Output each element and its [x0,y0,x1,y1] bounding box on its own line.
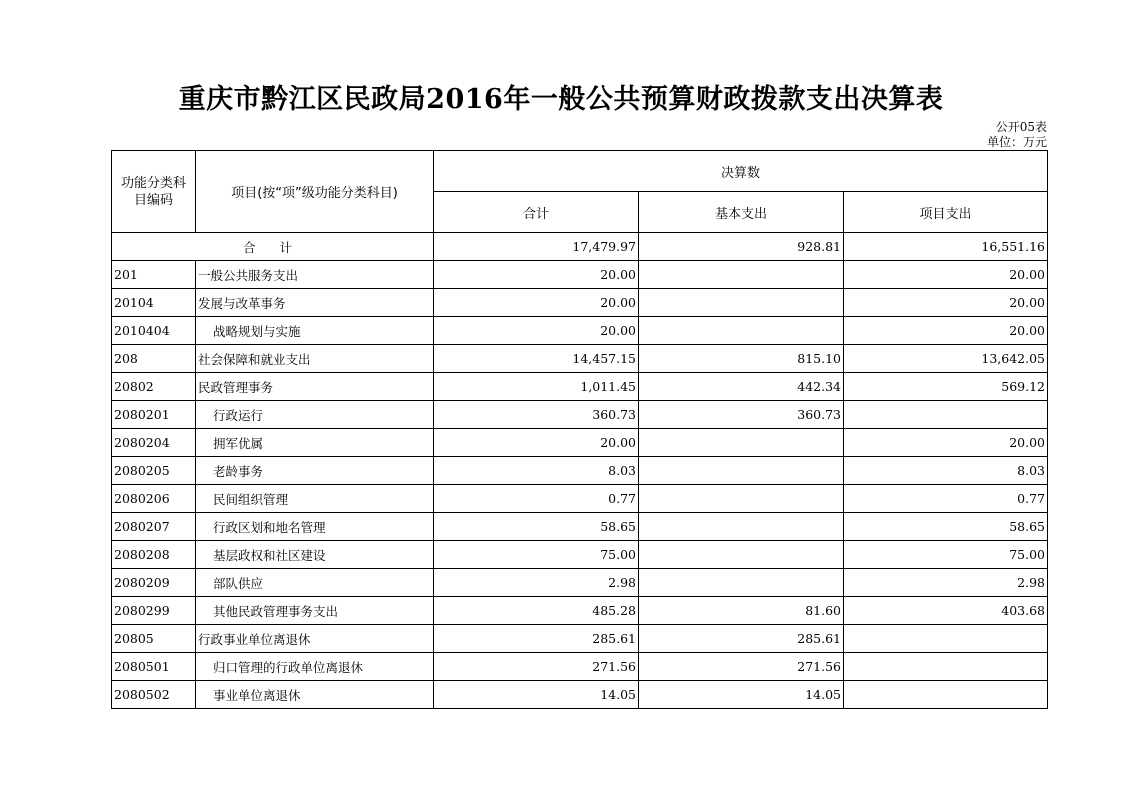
table-row [112,681,1048,709]
item-name-cell: 民间组织管理 [196,485,434,513]
header-basic: 基本支出 [639,192,844,233]
code-cell: 2080501 [112,653,196,681]
total-row [112,233,1048,261]
code-cell: 2080299 [112,597,196,625]
table-row [112,457,1048,485]
project-cell: 8.03 [844,457,1048,485]
table-row [112,289,1048,317]
table-row [112,625,1048,653]
project-cell: 75.00 [844,541,1048,569]
basic-cell [639,485,844,513]
item-name-cell: 发展与改革事务 [196,289,434,317]
page-title: 重庆市黔江区民政局2016年一般公共预算财政拨款支出决算表 [178,84,944,115]
total-cell: 75.00 [434,541,639,569]
item-name-cell: 民政管理事务 [196,373,434,401]
basic-cell: 271.56 [639,653,844,681]
project-cell: 20.00 [844,289,1048,317]
total-label: 合 计 [112,233,434,261]
table-row [112,401,1048,429]
total-cell: 271.56 [434,653,639,681]
project-cell [844,653,1048,681]
project-cell: 403.68 [844,597,1048,625]
table-row [112,317,1048,345]
basic-cell: 442.34 [639,373,844,401]
table-row [112,541,1048,569]
header-final-accounts: 决算数 [434,151,1048,192]
code-cell: 2080208 [112,541,196,569]
table-row [112,261,1048,289]
table-row [112,597,1048,625]
code-cell: 201 [112,261,196,289]
code-cell: 208 [112,345,196,373]
project-cell: 0.77 [844,485,1048,513]
total-cell: 285.61 [434,625,639,653]
item-name-cell: 基层政权和社区建设 [196,541,434,569]
header-code: 功能分类科目编码 [112,151,196,233]
basic-cell [639,541,844,569]
total-cell: 1,011.45 [434,373,639,401]
table-row [112,569,1048,597]
total-cell: 20.00 [434,289,639,317]
item-name-cell: 拥军优属 [196,429,434,457]
project-cell: 20.00 [844,429,1048,457]
unit-label: 单位：万元 [986,135,1047,149]
total-cell: 20.00 [434,317,639,345]
total-cell: 17,479.97 [434,233,639,261]
total-cell: 485.28 [434,597,639,625]
item-name-cell: 行政运行 [196,401,434,429]
total-cell: 2.98 [434,569,639,597]
basic-cell [639,289,844,317]
project-cell: 20.00 [844,317,1048,345]
item-name-cell: 老龄事务 [196,457,434,485]
total-cell: 360.73 [434,401,639,429]
table-row [112,653,1048,681]
basic-cell [639,457,844,485]
total-cell: 14.05 [434,681,639,709]
project-cell: 16,551.16 [844,233,1048,261]
item-name-cell: 社会保障和就业支出 [196,345,434,373]
total-cell: 14,457.15 [434,345,639,373]
header-total: 合计 [434,192,639,233]
project-cell [844,401,1048,429]
total-cell: 20.00 [434,429,639,457]
header-item: 项目(按“项”级功能分类科目) [196,151,434,233]
header-project: 项目支出 [844,192,1048,233]
expenditure-table [111,150,1048,709]
project-cell [844,625,1048,653]
project-cell [844,681,1048,709]
project-cell: 569.12 [844,373,1048,401]
total-cell: 20.00 [434,261,639,289]
project-cell: 20.00 [844,261,1048,289]
item-name-cell: 其他民政管理事务支出 [196,597,434,625]
code-cell: 2010404 [112,317,196,345]
code-cell: 20802 [112,373,196,401]
table-row [112,345,1048,373]
table-row [112,513,1048,541]
basic-cell: 815.10 [639,345,844,373]
item-name-cell: 行政区划和地名管理 [196,513,434,541]
code-cell: 2080502 [112,681,196,709]
code-cell: 2080206 [112,485,196,513]
table-row [112,373,1048,401]
basic-cell: 928.81 [639,233,844,261]
project-cell: 58.65 [844,513,1048,541]
item-name-cell: 事业单位离退休 [196,681,434,709]
basic-cell [639,513,844,541]
basic-cell: 14.05 [639,681,844,709]
code-cell: 2080209 [112,569,196,597]
item-name-cell: 战略规划与实施 [196,317,434,345]
code-cell: 20104 [112,289,196,317]
code-cell: 2080207 [112,513,196,541]
total-cell: 0.77 [434,485,639,513]
item-name-cell: 归口管理的行政单位离退休 [196,653,434,681]
project-cell: 2.98 [844,569,1048,597]
basic-cell: 360.73 [639,401,844,429]
basic-cell [639,569,844,597]
basic-cell [639,317,844,345]
project-cell: 13,642.05 [844,345,1048,373]
code-cell: 20805 [112,625,196,653]
basic-cell [639,429,844,457]
code-cell: 2080204 [112,429,196,457]
item-name-cell: 行政事业单位离退休 [196,625,434,653]
code-cell: 2080201 [112,401,196,429]
item-name-cell: 一般公共服务支出 [196,261,434,289]
total-cell: 58.65 [434,513,639,541]
basic-cell: 285.61 [639,625,844,653]
table-row [112,485,1048,513]
form-number: 公开05表 [995,120,1047,134]
basic-cell: 81.60 [639,597,844,625]
total-cell: 8.03 [434,457,639,485]
item-name-cell: 部队供应 [196,569,434,597]
basic-cell [639,261,844,289]
code-cell: 2080205 [112,457,196,485]
table-row [112,429,1048,457]
